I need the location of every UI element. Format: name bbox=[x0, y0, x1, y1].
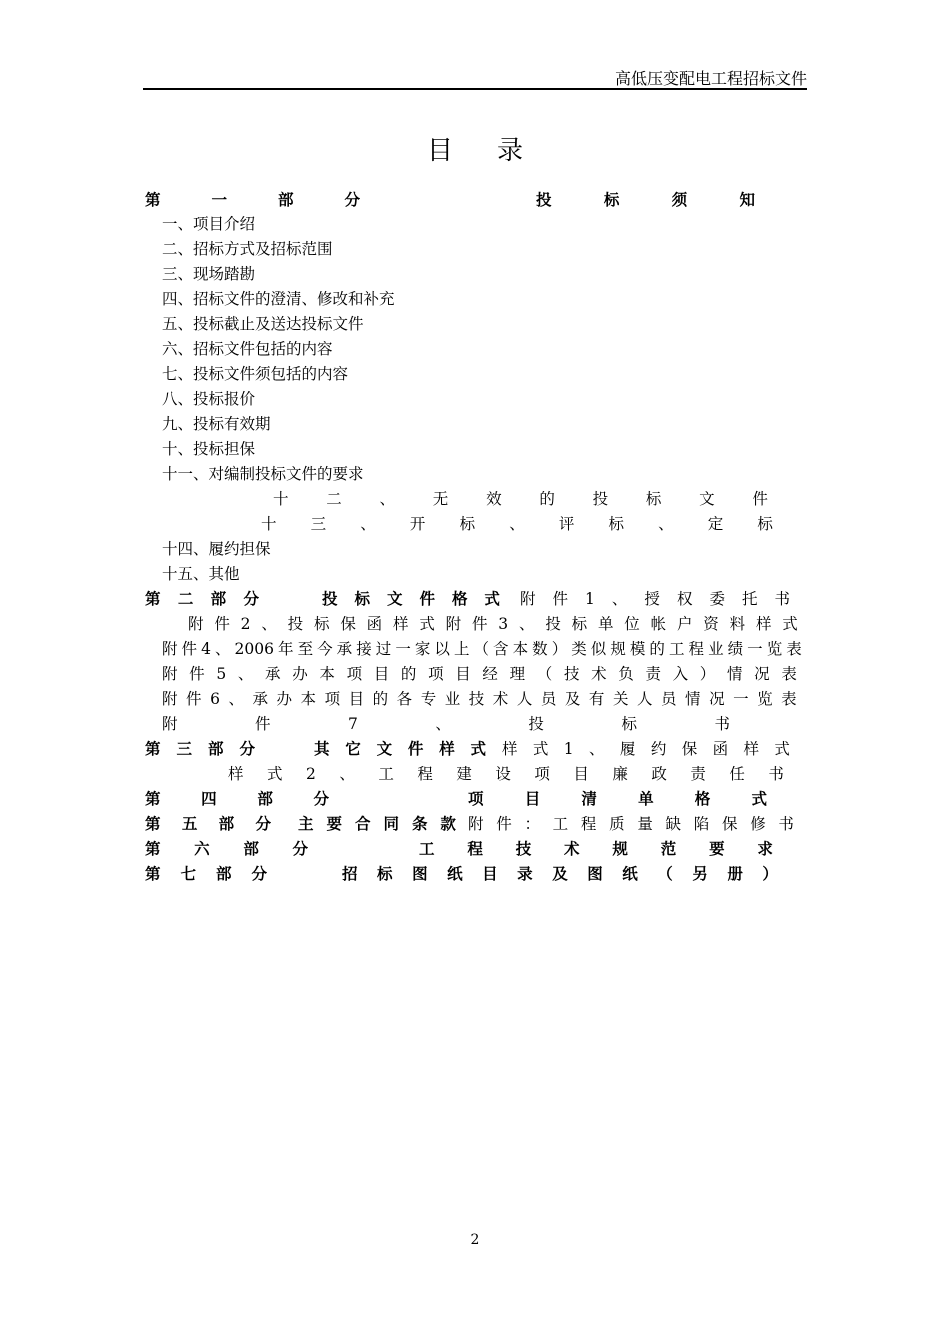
part7-heading: 第 七 部 分 bbox=[145, 864, 267, 883]
toc-item: 九、投标有效期 bbox=[162, 415, 271, 433]
part6-heading: 第 六 部 分 bbox=[145, 839, 308, 858]
toc-item: 五、投标截止及送达投标文件 bbox=[162, 315, 364, 333]
toc-item-15: 十五、其他 bbox=[162, 565, 240, 583]
toc-item: 七、投标文件须包括的内容 bbox=[162, 365, 349, 383]
part3-style-2: 样 式 2 、 工 程 建 设 项 目 廉 政 责 任 书 bbox=[228, 765, 784, 783]
toc-item-12: 十 二 、 无 效 的 投 标 文 件 bbox=[273, 490, 768, 508]
page-number: 2 bbox=[470, 1232, 480, 1248]
toc-item: 三、现场踏勘 bbox=[162, 265, 256, 283]
part2-attach-6: 附 件 6 、 承 办 本 项 目 的 各 专 业 技 术 人 员 及 有 关 人 员 情 况 一 览 表 bbox=[162, 690, 797, 708]
header-doc-title: 高低压变配电工程招标文件 bbox=[614, 69, 807, 88]
toc-item: 十一、对编制投标文件的要求 bbox=[162, 465, 364, 483]
part4-heading: 第 四 部 分 bbox=[145, 789, 329, 808]
part2-attach-4: 附 件 4 、 2006 年 至 今 承 接 过 一 家 以 上 （ 含 本 数 ） 类 似 规 模 的 工 程 业 绩 一 览 表 bbox=[162, 640, 802, 658]
part3-title: 其 它 文 件 样 式 bbox=[314, 739, 486, 758]
part2-attach-5: 附 件 5 、 承 办 本 项 目 的 项 目 经 理 （ 技 术 负 责 入 ） 情 况 表 bbox=[162, 665, 797, 683]
toc-item: 八、投标报价 bbox=[162, 390, 256, 408]
toc-item: 十、投标担保 bbox=[162, 440, 256, 458]
part5-attach: 附 件 ： 工 程 质 量 缺 陷 保 修 书 bbox=[468, 815, 794, 833]
part2-heading: 第 二 部 分 bbox=[145, 589, 259, 608]
toc-item: 二、招标方式及招标范围 bbox=[162, 240, 333, 258]
toc-item-14: 十四、履约担保 bbox=[162, 540, 271, 558]
part1-title: 投 标 须 知 bbox=[536, 190, 755, 209]
header-rule bbox=[143, 88, 807, 90]
part2-attach-7: 附 件 7 、 投 标 书 bbox=[162, 715, 730, 733]
part2-attach-2-3: 附 件 2 、 投 标 保 函 样 式 附 件 3 、 投 标 单 位 帐 户 资 料 样 式 bbox=[188, 615, 798, 633]
toc-item: 一、项目介绍 bbox=[162, 215, 256, 233]
part4-title: 项 目 清 单 格 式 bbox=[468, 789, 767, 808]
part6-title: 工 程 技 术 规 范 要 求 bbox=[419, 839, 773, 858]
toc-item: 六、招标文件包括的内容 bbox=[162, 340, 333, 358]
part1-heading: 第 一 部 分 bbox=[145, 190, 360, 209]
toc-title: 目录 bbox=[426, 136, 567, 166]
part5-title: 主 要 合 同 条 款 bbox=[298, 814, 456, 833]
part3-heading: 第 三 部 分 bbox=[145, 739, 255, 758]
toc-item: 四、招标文件的澄清、修改和补充 bbox=[162, 290, 395, 308]
part2-attach-1: 附 件 1 、 授 权 委 托 书 bbox=[520, 590, 790, 608]
part2-title: 投 标 文 件 格 式 bbox=[322, 589, 500, 608]
part3-style-1: 样 式 1 、 履 约 保 函 样 式 bbox=[502, 740, 790, 758]
toc-item-13: 十 三 、 开 标 、 评 标 、 定 标 bbox=[261, 515, 773, 533]
part5-heading: 第 五 部 分 bbox=[145, 814, 271, 833]
part7-title: 招 标 图 纸 目 录 及 图 纸 （ 另 册 ） bbox=[342, 864, 778, 883]
